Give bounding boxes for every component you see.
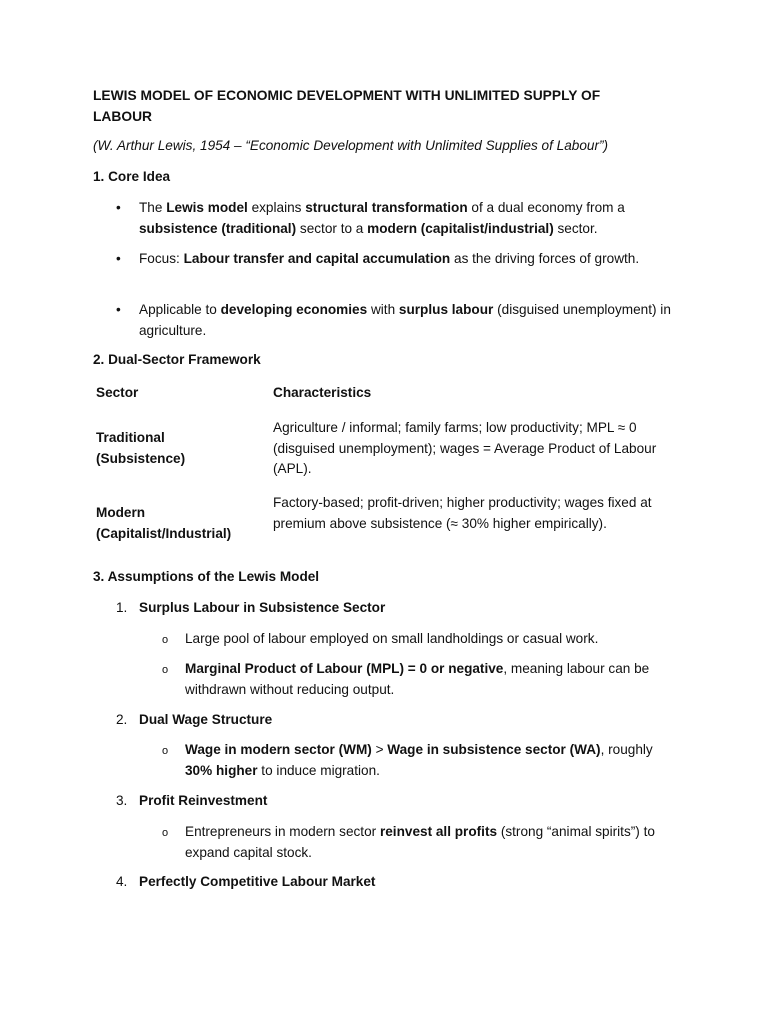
item-title: Perfectly Competitive Labour Market — [139, 874, 376, 889]
document-subtitle: (W. Arthur Lewis, 1954 – “Economic Development with Unlimited Supplies of Labour”) — [93, 138, 609, 153]
sub-bullet-glyph: o — [162, 664, 169, 676]
item-title: Profit Reinvestment — [139, 793, 268, 808]
bullet-glyph: • — [116, 302, 121, 317]
item-title: Surplus Labour in Subsistence Sector — [139, 600, 386, 615]
sub-bullet-glyph: o — [162, 745, 169, 757]
table-cell-sector-traditional: Traditional (Subsistence) — [96, 430, 186, 466]
bullet-text: The Lewis model explains structural transformation of a dual economy from a subsistence (traditional) sector to a modern (capitalist/industrial) sector. — [139, 200, 625, 236]
item-number: 3. — [116, 793, 128, 808]
item-number: 4. — [116, 874, 128, 889]
bullet-glyph: • — [116, 200, 121, 215]
section-heading-assumptions: 3. Assumptions of the Lewis Model — [93, 569, 320, 584]
sub-bullet-glyph: o — [162, 634, 169, 646]
document-title: LEWIS MODEL OF ECONOMIC DEVELOPMENT WITH UNLIMITED SUPPLY OF LABOUR — [93, 88, 601, 124]
sub-bullet-text: Entrepreneurs in modern sector reinvest all profits (strong “animal spirits”) to expand capital stock. — [185, 824, 655, 860]
sub-bullet-text: Marginal Product of Labour (MPL) = 0 or negative, meaning labour can be withdrawn without reducing output. — [185, 661, 650, 697]
bullet-text: Focus: Labour transfer and capital accumulation as the driving forces of growth. — [139, 251, 640, 266]
item-number: 1. — [116, 600, 128, 615]
table-cell-sector-modern: Modern (Capitalist/Industrial) — [96, 505, 232, 541]
table-header-characteristics: Characteristics — [273, 385, 372, 400]
item-title: Dual Wage Structure — [139, 712, 273, 727]
table-cell-characteristics-modern: Factory-based; profit-driven; higher productivity; wages fixed at premium above subsistence (≈ 30% higher empirically). — [273, 495, 652, 531]
sub-bullet-text: Wage in modern sector (WM) > Wage in subsistence sector (WA), roughly 30% higher to induce migration. — [185, 742, 653, 778]
section-heading-core-idea: 1. Core Idea — [93, 169, 171, 184]
sub-bullet-text: Large pool of labour employed on small landholdings or casual work. — [185, 631, 599, 646]
table-header-sector: Sector — [96, 385, 139, 400]
bullet-text: Applicable to developing economies with surplus labour (disguised unemployment) in agriculture. — [139, 302, 671, 338]
item-number: 2. — [116, 712, 128, 727]
sub-bullet-glyph: o — [162, 827, 169, 839]
section-heading-dual-sector: 2. Dual-Sector Framework — [93, 352, 261, 367]
bullet-glyph: • — [116, 251, 121, 266]
table-cell-characteristics-traditional: Agriculture / informal; family farms; low productivity; MPL ≈ 0 (disguised unemployment); wages = Average Product of Labour (APL). — [273, 420, 657, 476]
